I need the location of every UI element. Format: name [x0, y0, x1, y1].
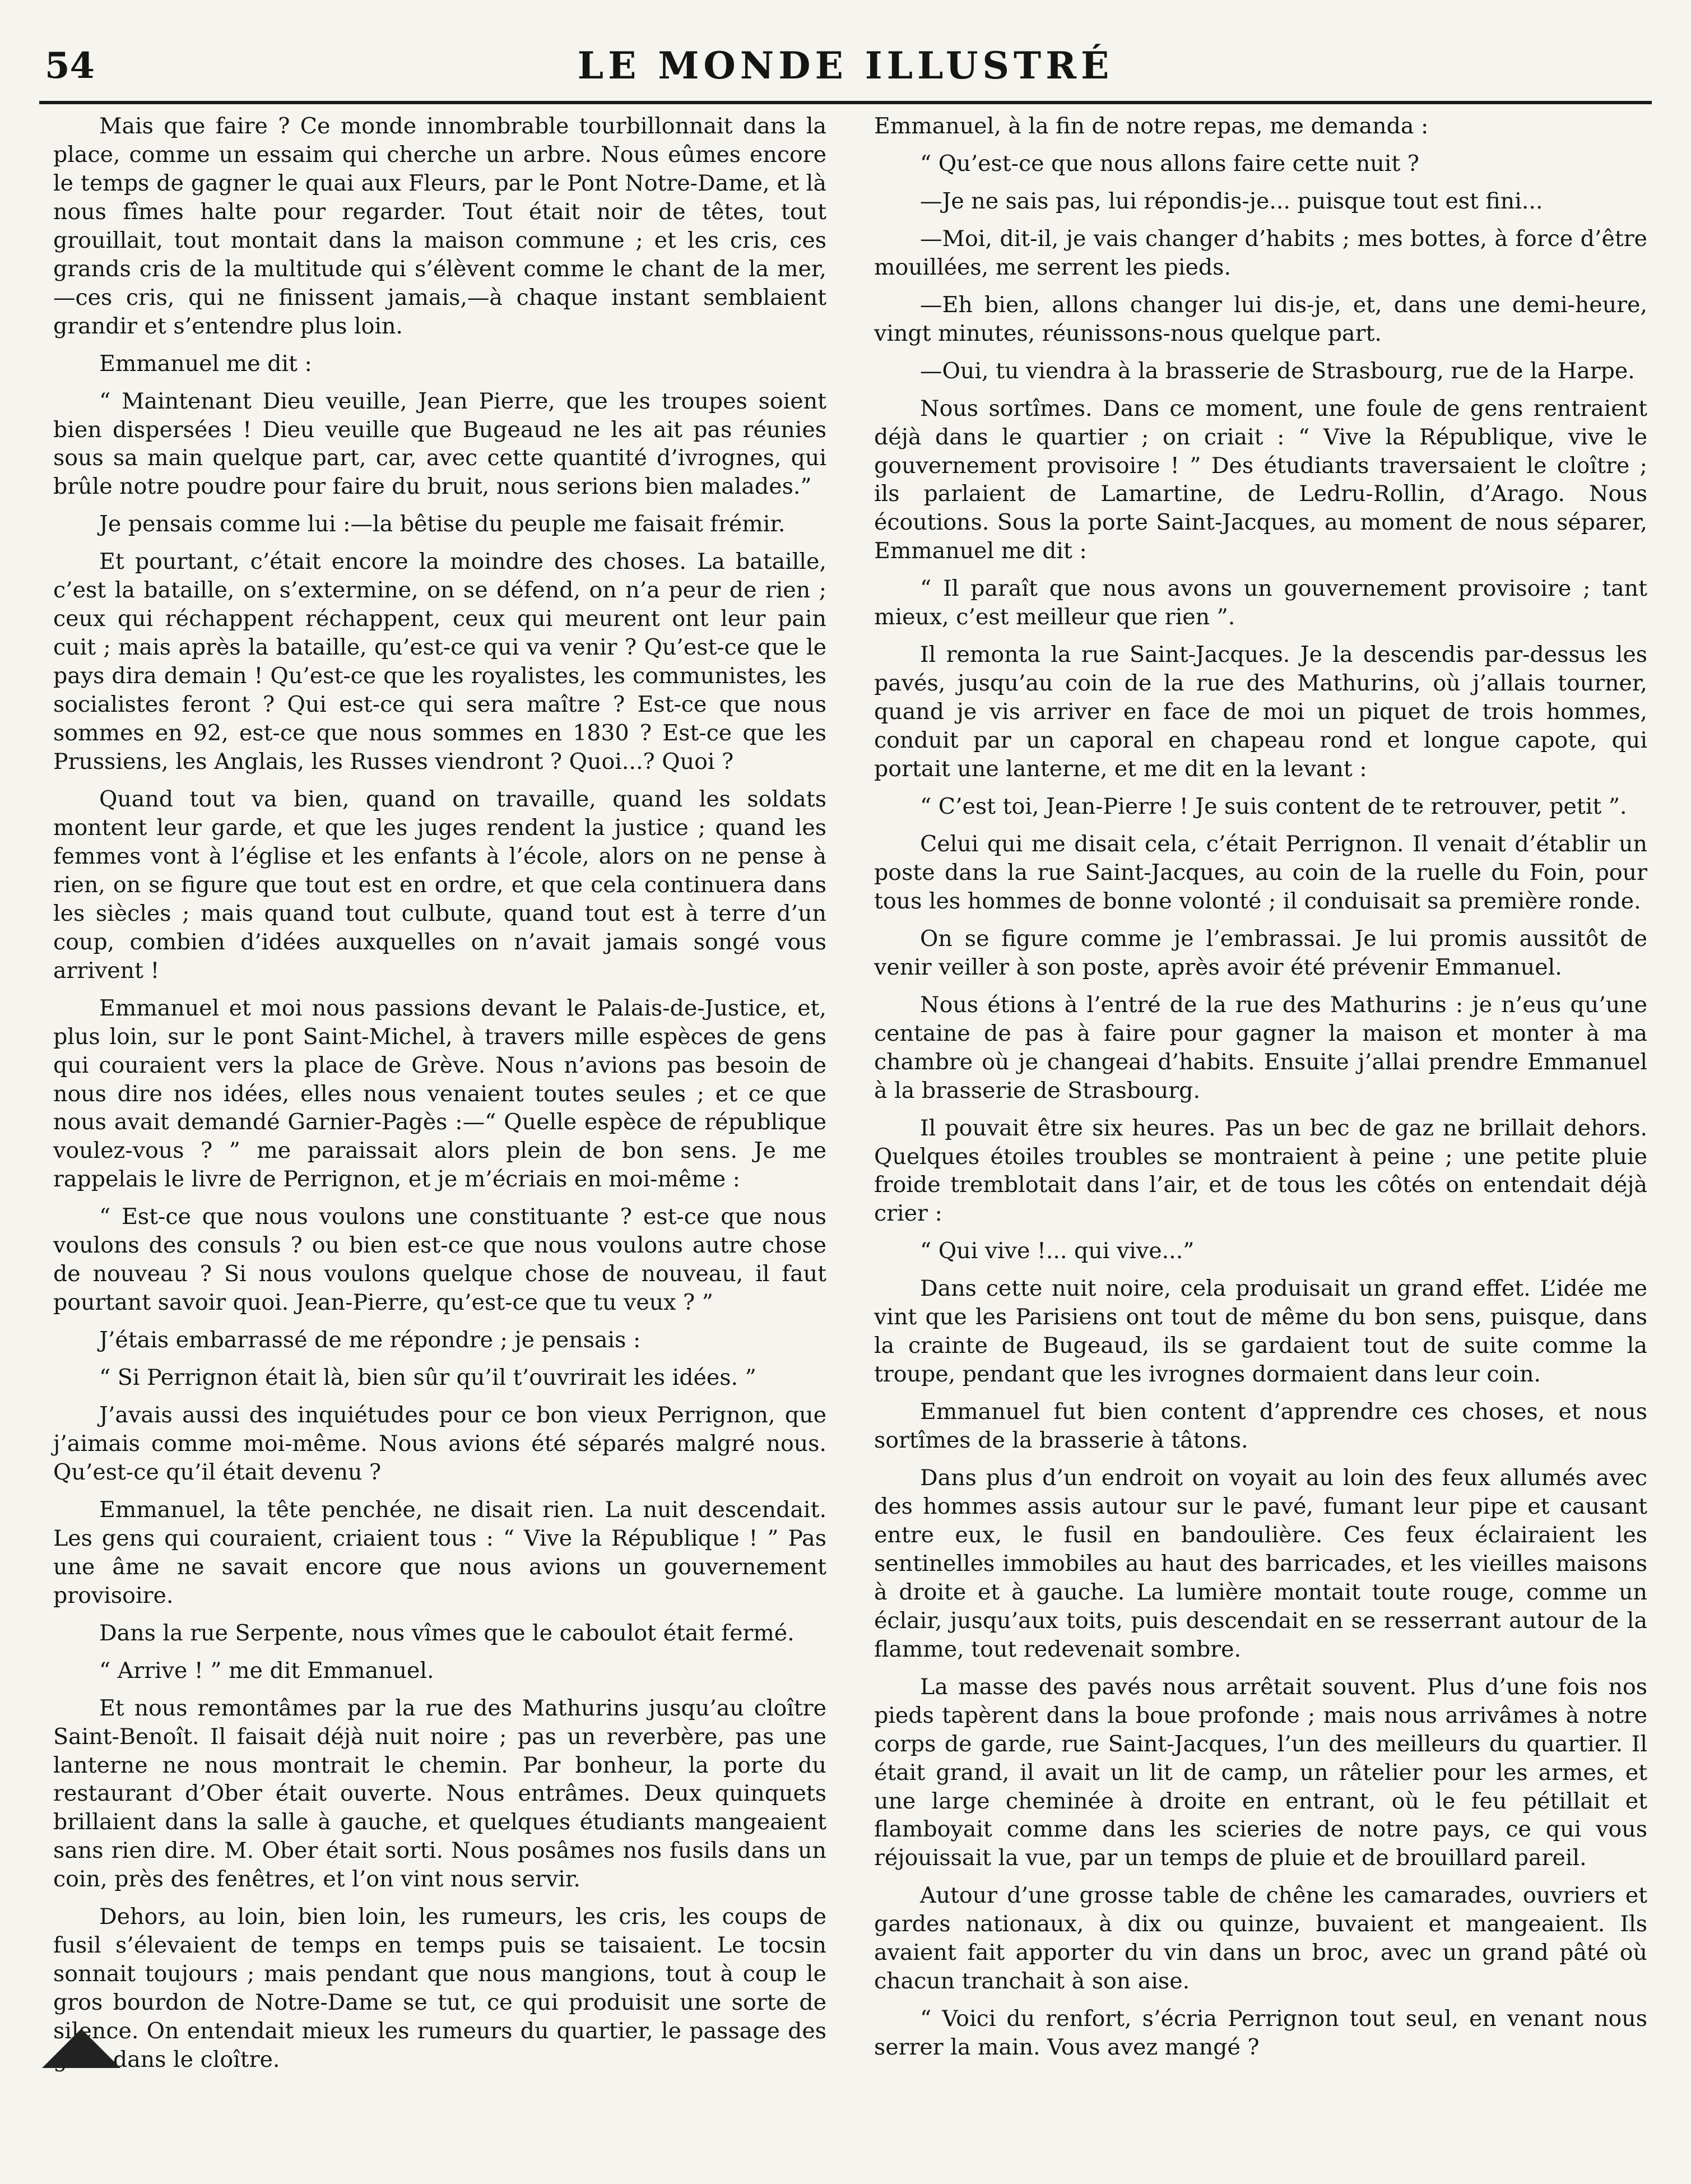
paragraph: “ Qui vive !... qui vive...” — [920, 1238, 1195, 1264]
paragraph: Et nous remontâmes par la rue des Mathurins jusqu’au cloître Saint-Benoît. Il faisait déjà nuit noire ; pas un reverbère, pas une lanterne ne nous montrait le chemin. Par bonheur, la porte du restaurant d’Ober était ouverte. Nous entrâmes. Deux quinquets brillaient dans la salle à gauche, et quelques étudiants mangeaient sans rien dire. M. Ober était sorti. Nous posâmes nos fusils dans un coin, près des fenêtres, et l’on vint nous servir. — [53, 1695, 826, 1893]
paragraph: Emmanuel me dit : — [99, 350, 312, 377]
paragraph: Nous étions à l’entré de la rue des Mathurins : je n’eus qu’une centaine de pas à faire pour gagner la maison et monter à ma chambre où je changeai d’habits. Ensuite j’allai prendre Emmanuel à la brasserie de Strasbourg. — [874, 991, 1647, 1103]
paragraph: Et pourtant, c’était encore la moindre des choses. La bataille, c’est la bataille, on s’extermine, on se défend, on n’a peur de rien ; ceux qui réchappent réchappent, ceux qui meurent ont leur pain cuit ; mais après la bataille, qu’est-ce qui va venir ? Qu’est-ce que le pays dira demain ! Qu’est-ce que les royalistes, les communistes, les socialistes feront ? Qui est-ce qui sera maître ? Est-ce que nous sommes en 92, est-ce que nous sommes en 1830 ? Est-ce que les Prussiens, les Anglais, les Russes viendront ? Quoi...? Quoi ? — [53, 549, 826, 775]
paragraph: “ Si Perrignon était là, bien sûr qu’il t’ouvrirait les idées. ” — [99, 1365, 756, 1391]
paragraph: —Eh bien, allons changer lui dis-je, et, dans une demi-heure, vingt minutes, réunissons-nous quelque part. — [874, 291, 1647, 346]
paragraph: Emmanuel, la tête penchée, ne disait rien. La nuit descendait. Les gens qui couraient, criaient tous : “ Vive la République ! ” Pas une âme ne savait encore que nous avions un gouvernement provisoire. — [53, 1496, 826, 1608]
paragraph: Je pensais comme lui :—la bêtise du peuple me faisait frémir. — [99, 511, 786, 537]
paragraph: Dans plus d’un endroit on voyait au loin des feux allumés avec des hommes assis autour sur le pavé, fumant leur pipe et causant entre eux, le fusil en bandoulière. Ces feux éclairaient les sentinelles immobiles au haut des barricades, et les vieilles maisons à droite et à gauche. La lumière montait toute rouge, comme un éclair, jusqu’aux toits, puis descendait en se resserrant autour de la flamme, tout redevenait sombre. — [874, 1465, 1647, 1662]
paragraph: Il pouvait être six heures. Pas un bec de gaz ne brillait dehors. Quelques étoiles troubles se montraient à peine ; une petite pluie froide tremblotait dans l’air, et de tous les côtés on entendait déjà crier : — [874, 1115, 1647, 1227]
paragraph: Dans la rue Serpente, nous vîmes que le caboulot était fermé. — [99, 1620, 795, 1646]
paragraph: Quand tout va bien, quand on travaille, quand les soldats montent leur garde, et que les juges rendent la justice ; quand les femmes vont à l’église et les enfants à l’école, alors on ne pense à rien, on se figure que tout est en ordre, et que cela continuera dans les siècles ; mais quand tout culbute, quand tout est à terre d’un coup, combien d’idées auxquelles on n’avait jamais songé vous arrivent ! — [53, 786, 826, 984]
paragraph: —Moi, dit-il, je vais changer d’habits ; mes bottes, à force d’être mouillées, me serrent les pieds. — [874, 225, 1647, 280]
paragraph: Dans cette nuit noire, cela produisait un grand effet. L’idée me vint que les Parisiens ont tout de même du bon sens, puisque, dans la crainte de Bugeaud, ils se gardaient tout de suite comme la troupe, pendant que les ivrognes dormaient dans leur coin. — [874, 1276, 1647, 1388]
paragraph: “ Voici du renfort, s’écria Perrignon tout seul, en venant nous serrer la main. Vous avez mangé ? — [874, 2006, 1647, 2061]
masthead-title: LE MONDE ILLUSTRÉ — [577, 44, 1114, 87]
paragraph: Celui qui me disait cela, c’était Perrignon. Il venait d’établir un poste dans la rue Saint-Jacques, au coin de la ruelle du Foin, pour tous les hommes de bonne volonté ; il conduisait sa première ronde. — [874, 831, 1647, 914]
paragraph: Emmanuel, à la fin de notre repas, me demanda : — [874, 113, 1429, 139]
paragraph: J’avais aussi des inquiétudes pour ce bon vieux Perrignon, que j’aimais comme moi-même. Nous avions été séparés malgré nous. Qu’est-ce qu’il était devenu ? — [53, 1402, 826, 1485]
page-header — [39, 39, 1652, 104]
paragraph: Emmanuel fut bien content d’apprendre ces choses, et nous sortîmes de la brasserie à tâtons. — [874, 1399, 1647, 1454]
paragraph: On se figure comme je l’embrassai. Je lui promis aussitôt de venir veiller à son poste, après avoir été prévenir Emmanuel. — [874, 925, 1647, 980]
paragraph: —Je ne sais pas, lui répondis-je... puisque tout est fini... — [920, 188, 1543, 214]
paragraph: Emmanuel et moi nous passions devant le Palais-de-Justice, et, plus loin, sur le pont Saint-Michel, à travers mille espèces de gens qui couraient vers la place de Grève. Nous n’avions pas besoin de nous dire nos idées, elles nous venaient toutes seules ; et ce que nous avait demandé Garnier-Pagès :—“ Quelle espèce de république voulez-vous ? ” me paraissait alors plein de bon sens. Je me rappelais le livre de Perrignon, et je m’écriais en moi-même : — [53, 995, 826, 1193]
paragraph: “ Il paraît que nous avons un gouvernement provisoire ; tant mieux, c’est meilleur que rien ”. — [874, 576, 1647, 630]
page-number: 54 — [45, 45, 95, 87]
paragraph: “ C’est toi, Jean-Pierre ! Je suis content de te retrouver, petit ”. — [920, 794, 1627, 820]
paragraph: La masse des pavés nous arrêtait souvent. Plus d’une fois nos pieds tapèrent dans la boue profonde ; mais nous arrivâmes à notre corps de garde, rue Saint-Jacques, l’un des meilleurs du quartier. Il était grand, il avait un lit de camp, un râtelier pour les armes, et une large cheminée à droite en entrant, où le feu pétillait et flamboyait comme dans les scieries de notre pays, ce qui vous réjouissait la vue, par un temps de pluie et de brouillard pareil. — [874, 1673, 1647, 1871]
decorative-ornament — [42, 2029, 120, 2068]
paragraph: “ Arrive ! ” me dit Emmanuel. — [99, 1657, 434, 1684]
paragraph: “ Est-ce que nous voulons une constituante ? est-ce que nous voulons des consuls ? ou bien est-ce que nous voulons autre chose de nouveau ? Si nous voulons quelque chose de nouveau, il faut pourtant savoir quoi. Jean-Pierre, qu’est-ce que tu veux ? ” — [53, 1204, 826, 1316]
paragraph: Mais que faire ? Ce monde innombrable tourbillonnait dans la place, comme un essaim qui cherche un arbre. Nous eûmes encore le temps de gagner le quai aux Fleurs, par le Pont Notre-Dame, et là nous fîmes halte pour regarder. Tout était noir de têtes, tout grouillait, tout montait dans la maison commune ; et les cris, ces grands cris de la multitude qui s’élèvent comme le chant de la mer,—ces cris, qui ne finissent jamais,—à chaque instant semblaient grandir et s’entendre plus loin. — [53, 113, 826, 339]
paragraph: Autour d’une grosse table de chêne les camarades, ouvriers et gardes nationaux, à dix ou quinze, buvaient et mangeaient. Ils avaient fait apporter du vin dans un broc, avec un grand pâté où chacun tranchait à son aise. — [874, 1882, 1647, 1995]
paragraph: Dehors, au loin, bien loin, les rumeurs, les cris, les coups de fusil s’élevaient de temps en temps puis se taisaient. Le tocsin sonnait toujours ; mais pendant que nous mangions, tout à coup le gros bourdon de Notre-Dame se tut, ce qui produisit une sorte de silence. On entendait mieux les rumeurs du quartier, le passage des gens dans le cloître. — [53, 1904, 826, 2073]
paragraph: “ Qu’est-ce que nous allons faire cette nuit ? — [920, 150, 1419, 177]
paragraph: J’étais embarrassé de me répondre ; je pensais : — [99, 1327, 641, 1353]
paragraph: Nous sortîmes. Dans ce moment, une foule de gens rentraient déjà dans le quartier ; on criait : “ Vive la République, vive le gouvernement provisoire ! ” Des étudiants traversaient le cloître ; ils parlaient de Lamartine, de Ledru-Rollin, d’Arago. Nous écoutions. Sous la porte Saint-Jacques, au moment de nous séparer, Emmanuel me dit : — [874, 395, 1647, 564]
paragraph: —Oui, tu viendra à la brasserie de Strasbourg, rue de la Harpe. — [920, 358, 1635, 384]
left-column — [53, 112, 826, 2083]
paragraph: “ Maintenant Dieu veuille, Jean Pierre, que les troupes soient bien dispersées ! Dieu veuille que Bugeaud ne les ait pas réunies sous sa main quelque part, car, avec cette quantité d’ivrognes, qui brûle notre poudre pour faire du bruit, nous serions bien malades.” — [53, 388, 826, 500]
right-column — [874, 112, 1647, 2071]
paragraph: Il remonta la rue Saint-Jacques. Je la descendis par-dessus les pavés, jusqu’au coin de la rue des Mathurins, où j’allais tourner, quand je vis arriver en face de moi un piquet de trois hommes, conduit par un caporal en chapeau rond et longue capote, qui portait une lanterne, et me dit en la levant : — [874, 642, 1647, 782]
